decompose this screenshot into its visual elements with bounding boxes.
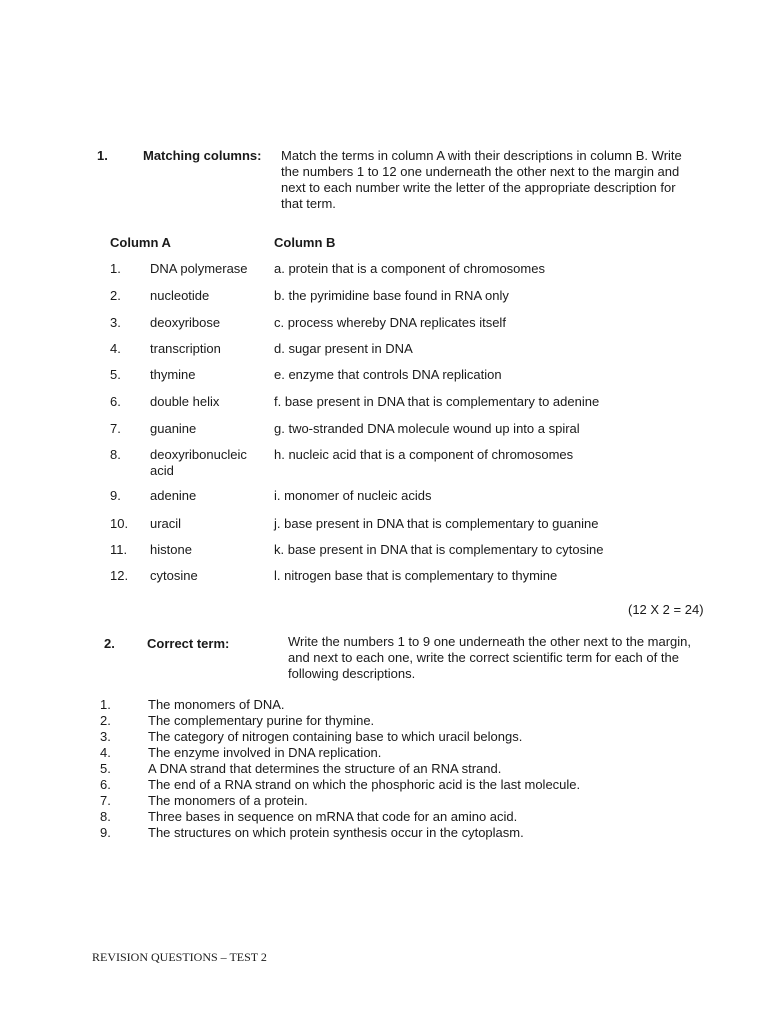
- question-text: The category of nitrogen containing base to which uracil belongs.: [148, 729, 523, 744]
- row-number: 5.: [110, 367, 121, 382]
- question-text: The end of a RNA strand on which the phosphoric acid is the last molecule.: [148, 777, 581, 792]
- question-text: The monomers of a protein.: [148, 793, 308, 808]
- marks-allocation: (12 X 2 = 24): [628, 602, 704, 617]
- row-number: 11.: [110, 542, 128, 557]
- question-number: 3.: [100, 729, 111, 744]
- row-number: 12.: [110, 568, 129, 583]
- column-b-description: j. base present in DNA that is complementary to guanine: [274, 516, 599, 531]
- column-b-description: i. monomer of nucleic acids: [274, 488, 432, 503]
- column-a-term: uracil: [150, 516, 182, 531]
- section-1-number: 1.: [97, 148, 108, 163]
- row-number: 8.: [110, 447, 121, 462]
- page-footer: REVISION QUESTIONS – TEST 2: [92, 950, 267, 964]
- row-number: 4.: [110, 341, 121, 356]
- row-number: 10.: [110, 516, 129, 531]
- row-number: 7.: [110, 421, 121, 436]
- question-text: The monomers of DNA.: [148, 697, 285, 712]
- section-2-number: 2.: [104, 636, 115, 651]
- column-b-description: g. two-stranded DNA molecule wound up into a spiral: [274, 421, 580, 436]
- question-text: The structures on which protein synthesis occur in the cytoplasm.: [148, 825, 524, 840]
- question-number: 1.: [100, 697, 111, 712]
- instruction-line: Write the numbers 1 to 9 one underneath the other next to the margin,: [288, 634, 692, 649]
- column-a-term: guanine: [150, 421, 197, 436]
- question-number: 5.: [100, 761, 111, 776]
- column-a-term: nucleotide: [150, 288, 210, 303]
- column-b-description: a. protein that is a component of chromosomes: [274, 261, 545, 276]
- column-b-description: l. nitrogen base that is complementary to thymine: [274, 568, 558, 583]
- column-a-term: adenine: [150, 488, 197, 503]
- instruction-line: that term.: [281, 196, 336, 211]
- section-2-instructions: [288, 634, 738, 682]
- section-1-instructions: [281, 148, 721, 212]
- section-2-heading: Correct term:: [147, 636, 230, 651]
- column-a-term: deoxyribonucleic acid: [150, 447, 247, 478]
- column-b-description: k. base present in DNA that is complementary to cytosine: [274, 542, 604, 557]
- column-a-term: double helix: [150, 394, 220, 409]
- question-text: Three bases in sequence on mRNA that code for an amino acid.: [148, 809, 518, 824]
- column-a-term: DNA polymerase: [150, 261, 248, 276]
- row-number: 3.: [110, 315, 121, 330]
- question-number: 2.: [100, 713, 111, 728]
- row-number: 6.: [110, 394, 121, 409]
- question-number: 7.: [100, 793, 111, 808]
- question-number: 4.: [100, 745, 111, 760]
- instruction-line: Match the terms in column A with their descriptions in column B. Write: [281, 148, 682, 163]
- question-text: The enzyme involved in DNA replication.: [148, 745, 382, 760]
- column-a-header: Column A: [110, 235, 171, 250]
- row-number: 9.: [110, 488, 121, 503]
- column-b-description: e. enzyme that controls DNA replication: [274, 367, 502, 382]
- column-b-description: f. base present in DNA that is complementary to adenine: [274, 394, 600, 409]
- instruction-line: next to each number write the letter of the appropriate description for: [281, 180, 676, 195]
- section-1-heading: Matching columns:: [143, 148, 262, 163]
- column-b-description: b. the pyrimidine base found in RNA only: [274, 288, 509, 303]
- question-number: 8.: [100, 809, 111, 824]
- column-a-term: deoxyribose: [150, 315, 221, 330]
- question-text: A DNA strand that determines the structure of an RNA strand.: [148, 761, 502, 776]
- instruction-line: and next to each one, write the correct scientific term for each of the: [288, 650, 679, 665]
- row-number: 2.: [110, 288, 121, 303]
- instruction-line: the numbers 1 to 12 one underneath the other next to the margin and: [281, 164, 680, 179]
- column-a-term: histone: [150, 542, 192, 557]
- row-number: 1.: [110, 261, 121, 276]
- column-b-description: h. nucleic acid that is a component of chromosomes: [274, 447, 574, 462]
- question-text: The complementary purine for thymine.: [148, 713, 375, 728]
- column-a-term: cytosine: [150, 568, 198, 583]
- column-a-term: transcription: [150, 341, 221, 356]
- instruction-line: following descriptions.: [288, 666, 416, 681]
- question-number: 6.: [100, 777, 111, 792]
- column-b-description: d. sugar present in DNA: [274, 341, 413, 356]
- column-b-description: c. process whereby DNA replicates itself: [274, 315, 506, 330]
- column-b-header: Column B: [274, 235, 336, 250]
- column-a-term: thymine: [150, 367, 196, 382]
- question-number: 9.: [100, 825, 111, 840]
